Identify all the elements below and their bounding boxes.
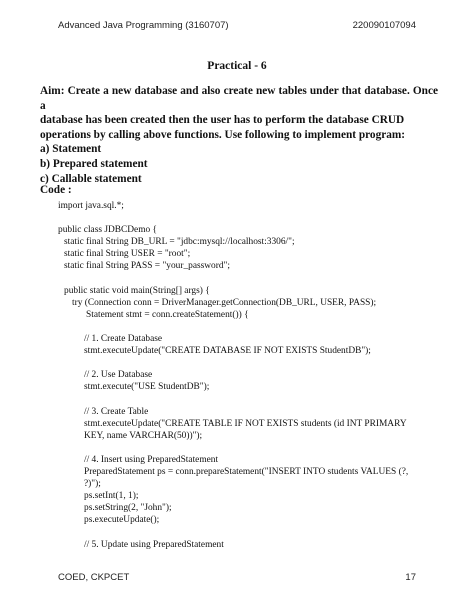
code-line: Statement stmt = conn.createStatement()) { xyxy=(86,309,249,320)
code-line: PreparedStatement ps = conn.prepareStatement("INSERT INTO students VALUES (?, xyxy=(84,467,409,478)
code-line: // 4. Insert using PreparedStatement xyxy=(84,454,219,465)
code-line: static final String USER = "root"; xyxy=(64,249,191,260)
code-blank-line xyxy=(0,527,438,539)
code-line: ps.setString(2, "John"); xyxy=(84,503,172,514)
page-number: 17 xyxy=(405,572,416,583)
code-line: KEY, name VARCHAR(50))"); xyxy=(84,430,203,441)
code-blank-line xyxy=(0,321,438,333)
page-header xyxy=(58,20,416,31)
code-blank-line xyxy=(0,212,438,224)
code-line: stmt.executeUpdate("CREATE TABLE IF NOT EXISTS students (id INT PRIMARY xyxy=(84,418,407,429)
code-line: // 3. Create Table xyxy=(84,406,149,417)
code-line: stmt.executeUpdate("CREATE DATABASE IF NOT EXISTS StudentDB"); xyxy=(84,346,371,357)
code-line: ps.executeUpdate(); xyxy=(84,515,160,526)
code-blank-line xyxy=(0,394,438,406)
code-line: // 2. Use Database xyxy=(84,370,153,381)
code-line: try (Connection conn = DriverManager.getConnection(DB_URL, USER, PASS); xyxy=(72,297,377,308)
code-line: // 5. Update using PreparedStatement xyxy=(84,539,224,550)
aim-item-callable: c) Callable statement xyxy=(40,172,142,185)
code-block xyxy=(0,200,438,551)
aim-item-statement: a) Statement xyxy=(40,143,102,156)
code-line: import java.sql.*; xyxy=(58,201,124,211)
code-line: public class JDBCDemo { xyxy=(58,225,158,236)
code-line: stmt.execute("USE StudentDB"); xyxy=(84,382,210,393)
aim-line: Aim: Create a new database and also create new tables under that database. Once a xyxy=(40,85,438,112)
code-blank-line xyxy=(0,357,438,369)
aim-block xyxy=(40,84,438,186)
aim-line: database has been created then the user has to perform the database CRUD xyxy=(40,114,405,127)
header-course: Advanced Java Programming (3160707) xyxy=(58,20,229,31)
code-line: public static void main(String[] args) { xyxy=(64,285,210,296)
code-line: ?)"); xyxy=(84,479,101,490)
practical-title: Practical - 6 xyxy=(207,60,267,72)
code-blank-line xyxy=(0,442,438,454)
footer-institution: COED, CKPCET xyxy=(58,572,130,583)
aim-line: operations by calling above functions. Use following to implement program: xyxy=(40,128,406,141)
header-enrollment: 220090107094 xyxy=(352,20,416,31)
code-line: // 1. Create Database xyxy=(84,334,163,345)
code-line: ps.setInt(1, 1); xyxy=(84,491,139,502)
code-blank-line xyxy=(0,273,438,285)
page-footer xyxy=(58,572,416,583)
code-line: static final String DB_URL = "jdbc:mysql://localhost:3306/"; xyxy=(64,237,295,248)
aim-item-prepared: b) Prepared statement xyxy=(40,157,148,170)
code-heading: Code : xyxy=(40,184,72,196)
code-line: static final String PASS = "your_password"; xyxy=(64,261,230,272)
